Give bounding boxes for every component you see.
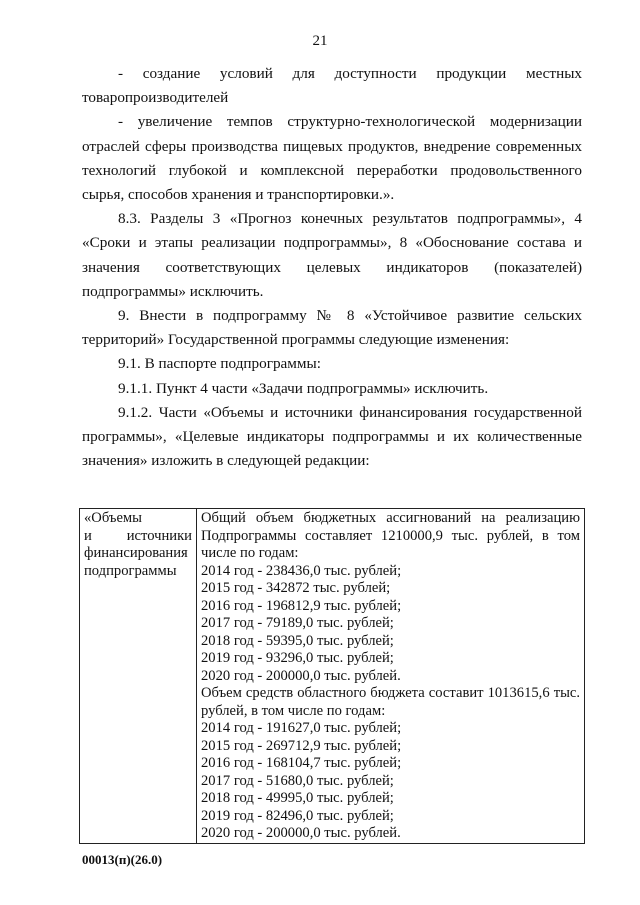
paragraph-bullet-1: - создание условий для доступности продукции местных товаропроизводителей: [82, 65, 582, 107]
paragraph-9-1-1: 9.1.1. Пункт 4 части «Задачи подпрограммы» исключить.: [118, 379, 489, 397]
regional-year-line: 2019 год - 82496,0 тыс. рублей;: [201, 807, 394, 824]
financing-label-cell: [80, 509, 197, 844]
financing-values-cell: [197, 509, 585, 844]
regional-year-line: 2016 год - 168104,7 тыс. рублей;: [201, 755, 402, 771]
page-number: 21: [312, 33, 328, 49]
regional-funding-text: Объем средств областного бюджета составит 1013615,6 тыс. рублей, в том числе по годам:: [201, 685, 580, 719]
regional-year-line: 2014 год - 191627,0 тыс. рублей;: [201, 720, 402, 736]
financing-table: [79, 508, 585, 844]
paragraph-9-1: 9.1. В паспорте подпрограммы:: [118, 355, 321, 373]
total-year-line: 2020 год - 200000,0 тыс. рублей.: [201, 667, 401, 684]
label-line: подпрограммы: [84, 562, 177, 579]
label-line: финансирования: [84, 545, 188, 561]
paragraph-bullet-2: - увеличение темпов структурно-технологической модернизации отраслей сферы производства пищевых продуктов, внедрение современных технологий глубокой и комплексной переработки продовольственного сырья, способов хранения и транспортировки.».: [82, 113, 582, 204]
document-code: 00013(п)(26.0): [82, 852, 163, 867]
paragraph-9: 9. Внести в подпрограмму № 8 «Устойчивое развитие сельских территорий» Государственной программы следующие изменения:: [82, 307, 582, 349]
total-year-line: 2016 год - 196812,9 тыс. рублей;: [201, 597, 402, 614]
total-year-line: 2015 год - 342872 тыс. рублей;: [201, 580, 391, 596]
total-funding-text: Общий объем бюджетных ассигнований на реализацию Подпрограммы составляет 1210000,9 тыс. рублей, в том числе по годам:: [201, 510, 580, 561]
total-year-line: 2019 год - 93296,0 тыс. рублей;: [201, 650, 394, 666]
total-year-line: 2017 год - 79189,0 тыс. рублей;: [201, 615, 394, 631]
regional-year-line: 2018 год - 49995,0 тыс. рублей;: [201, 790, 394, 806]
regional-year-line: 2020 год - 200000,0 тыс. рублей.: [201, 825, 401, 841]
regional-year-line: 2015 год - 269712,9 тыс. рублей;: [201, 737, 402, 754]
total-year-line: 2018 год - 59395,0 тыс. рублей;: [201, 632, 394, 649]
total-year-line: 2014 год - 238436,0 тыс. рублей;: [201, 562, 402, 579]
label-line: «Объемы: [84, 510, 142, 526]
regional-year-line: 2017 год - 51680,0 тыс. рублей;: [201, 772, 394, 789]
paragraph-9-1-2: 9.1.2. Части «Объемы и источники финансирования государственной программы», «Целевые индикаторы подпрограммы и их количественные значения» изложить в следующей редакции:: [82, 403, 582, 470]
paragraph-8-3: 8.3. Разделы 3 «Прогноз конечных результатов подпрограммы», 4 «Сроки и этапы реализации подпрограммы», 8 «Обоснование состава и значения соответствующих целевых индикаторов (показателей) подпрограммы» исключить.: [82, 210, 582, 300]
table-row: [80, 509, 585, 844]
document-body: [82, 62, 582, 473]
label-line: и источники: [84, 527, 192, 544]
